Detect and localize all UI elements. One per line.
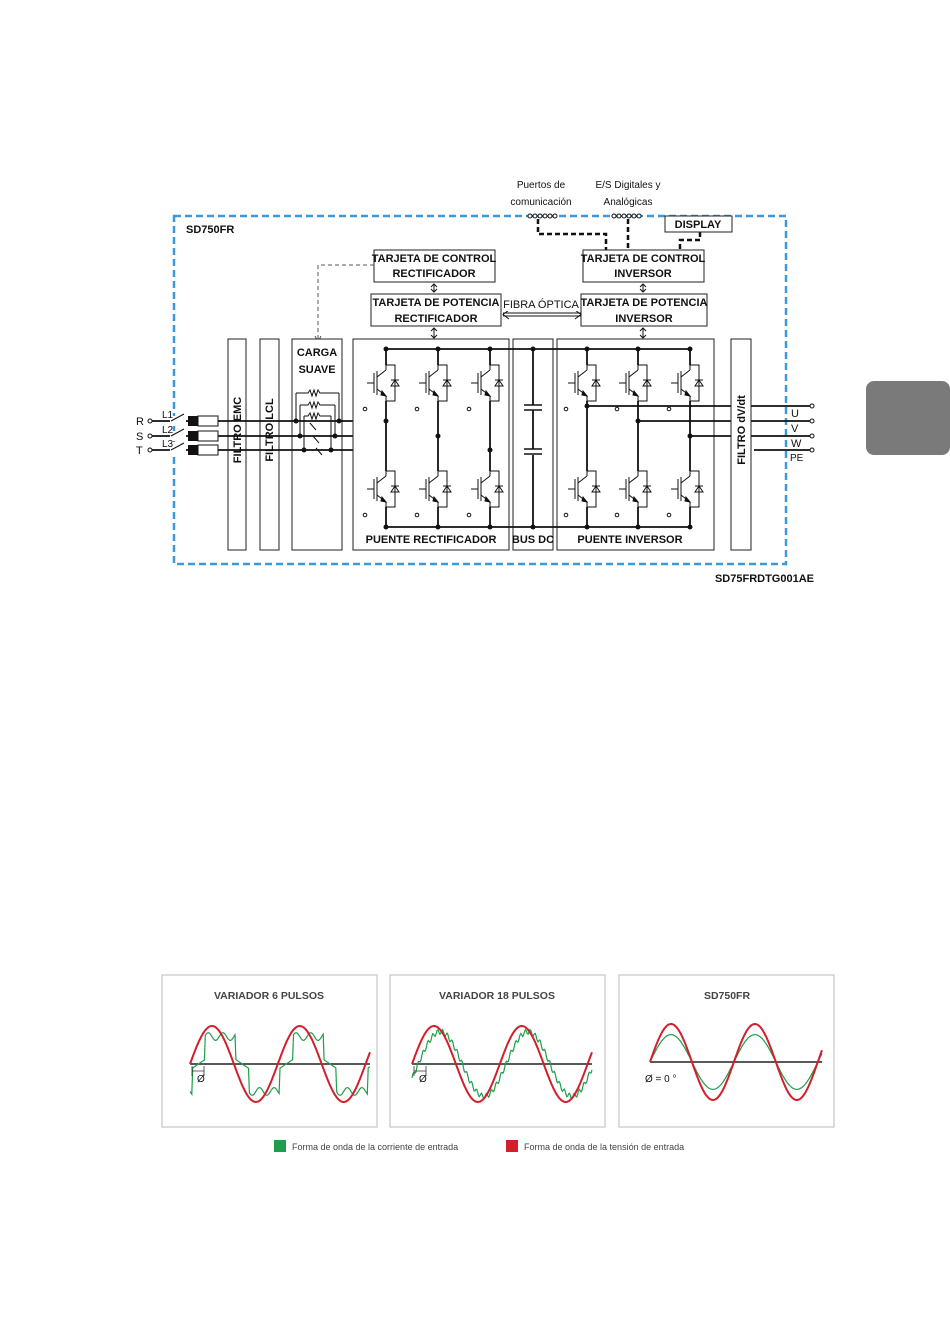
power-card-inverter-label-2: INVERSOR <box>615 313 673 325</box>
control-card-rectifier-label-1: TARJETA DE CONTROL <box>371 253 497 265</box>
rectifier-bridge-label: PUENTE RECTIFICADOR <box>365 534 497 546</box>
display-label: DISPLAY <box>674 219 722 231</box>
legend-current-swatch <box>274 1140 286 1152</box>
input-l1-label: L1 <box>162 410 174 421</box>
comm-port-connector-icon <box>528 214 557 218</box>
dvdt-filter-label: FILTRO dV/dt <box>736 395 748 465</box>
legend-current-label: Forma de onda de la corriente de entrada <box>292 1142 459 1152</box>
fiber-optic-label: FIBRA ÓPTICA <box>503 299 579 311</box>
power-card-rectifier-label-2: RECTIFICADOR <box>394 313 478 325</box>
emc-filter-label: FILTRO EMC <box>232 396 244 464</box>
input-s-label: S <box>136 431 144 443</box>
panel-sd750fr-phase: Ø = 0 ° <box>645 1074 677 1085</box>
io-label-2: Analógicas <box>603 197 653 208</box>
comm-ports-label-1: Puertos de <box>516 180 566 191</box>
input-l3-label: L3 <box>162 439 174 450</box>
dc-bus-label: BUS DC <box>511 534 555 546</box>
output-u-label: U <box>791 408 799 420</box>
section-tab <box>866 381 950 455</box>
output-v-label: V <box>791 423 799 435</box>
soft-charge-label-1: CARGA <box>296 347 338 359</box>
rectifier-bridge <box>353 339 509 550</box>
panel-18-pulse-phase: Ø <box>419 1074 427 1085</box>
soft-charge-label-2: SUAVE <box>298 364 336 376</box>
control-card-inverter-label-2: INVERSOR <box>614 268 672 280</box>
legend-voltage-swatch <box>506 1140 518 1152</box>
input-l2-label: L2 <box>162 425 174 436</box>
lcl-filter-label: FILTRO LCL <box>264 398 276 462</box>
legend-voltage-label: Forma de onda de la tensión de entrada <box>524 1142 685 1152</box>
panel-18-pulse-title: VARIADOR 18 PULSOS <box>439 990 555 1002</box>
io-connector-icon <box>612 214 641 218</box>
panel-6-pulse-phase: Ø <box>197 1074 205 1085</box>
control-card-inverter-label-1: TARJETA DE CONTROL <box>580 253 706 265</box>
power-card-inverter-label-1: TARJETA DE POTENCIA <box>580 297 708 309</box>
model-label: SD750FR <box>186 224 235 236</box>
panel-6-pulse-title: VARIADOR 6 PULSOS <box>213 990 325 1002</box>
inverter-bridge-label: PUENTE INVERSOR <box>577 534 683 546</box>
output-pe-label: PE <box>790 453 804 464</box>
fiber-optic-link <box>503 297 581 319</box>
input-t-label: T <box>136 445 143 457</box>
panel-sd750fr-title: SD750FR <box>703 990 751 1002</box>
io-label-1: E/S Digitales y <box>595 180 661 191</box>
output-w-label: W <box>791 438 802 450</box>
comm-ports-label-2: comunicación <box>510 197 572 208</box>
figure-code: SD75FRDTG001AE <box>714 573 814 585</box>
control-card-rectifier-label-2: RECTIFICADOR <box>392 268 476 280</box>
power-card-rectifier-label-1: TARJETA DE POTENCIA <box>372 297 500 309</box>
input-r-label: R <box>136 416 144 428</box>
